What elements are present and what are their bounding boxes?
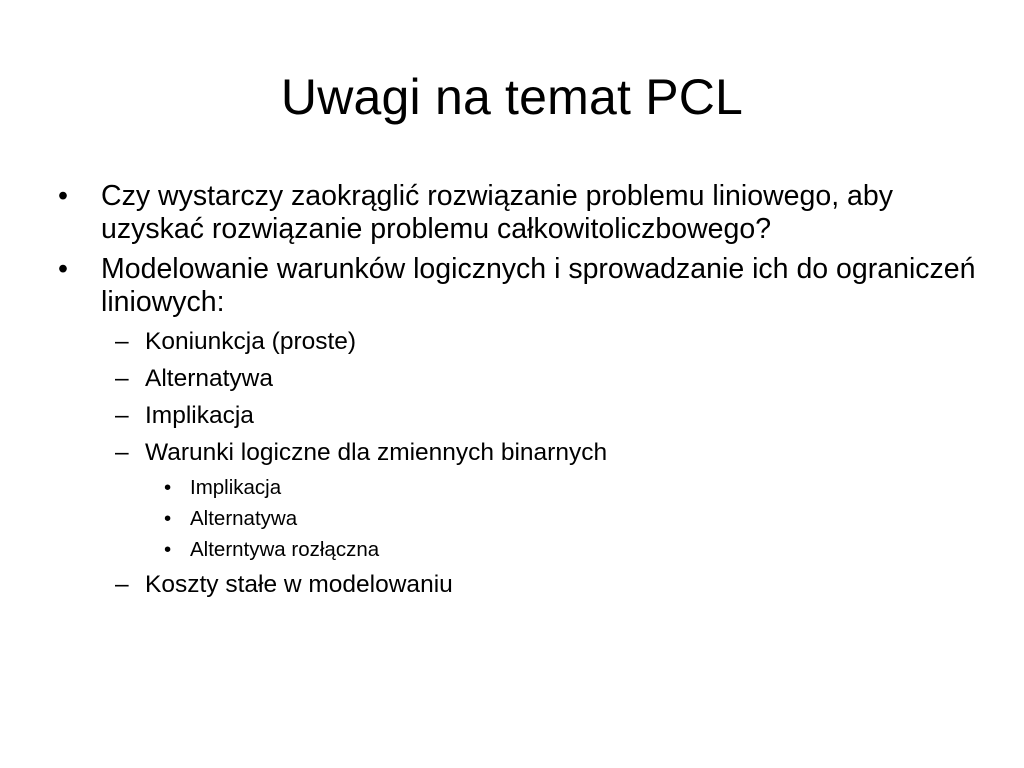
sub-bullet-text: Warunki logiczne dla zmiennych binarnych [145, 439, 608, 466]
sub-sub-bullet-item [162, 537, 978, 562]
sub-bullet-text: Koniunkcja (proste) [145, 328, 357, 355]
small-bullet-icon: • [164, 476, 172, 499]
slide-title: Uwagi na temat PCL [280, 69, 744, 125]
dash-icon: – [115, 328, 129, 355]
sub-sub-bullet-item [162, 475, 978, 500]
bullet-item [58, 253, 978, 319]
sub-bullet-text: Alternatywa [145, 365, 274, 392]
bullet-text: Czy wystarczy zaokrąglić rozwiązanie problemu liniowego, aby uzyskać rozwiązanie problemu całkowitoliczbowego? [101, 180, 893, 245]
dash-icon: – [115, 402, 129, 429]
bullet-dot-icon: • [58, 180, 68, 212]
sub-sub-bullet-item [162, 506, 978, 531]
sub-bullet-item [115, 401, 978, 430]
sub-sub-bullet-text: Alterntywa rozłączna [190, 538, 380, 561]
dash-icon: – [115, 365, 129, 392]
sub-bullet-item [115, 570, 978, 599]
sub-bullet-text: Koszty stałe w modelowaniu [145, 571, 453, 598]
sub-sub-bullet-text: Implikacja [190, 476, 282, 499]
sub-list [58, 327, 978, 599]
sub-bullet-item [115, 438, 978, 467]
bullet-dot-icon: • [58, 253, 68, 285]
bullet-item [58, 180, 978, 246]
sub-bullet-text: Implikacja [145, 402, 254, 429]
sub-bullet-item [115, 327, 978, 356]
dash-icon: – [115, 439, 129, 466]
bullet-text: Modelowanie warunków logicznych i sprowadzanie ich do ograniczeń liniowych: [101, 253, 976, 318]
small-bullet-icon: • [164, 538, 172, 561]
slide-content [58, 180, 978, 607]
sub-sub-bullet-text: Alternatywa [190, 507, 298, 530]
sub-bullet-item [115, 364, 978, 393]
small-bullet-icon: • [164, 507, 172, 530]
dash-icon: – [115, 571, 129, 598]
